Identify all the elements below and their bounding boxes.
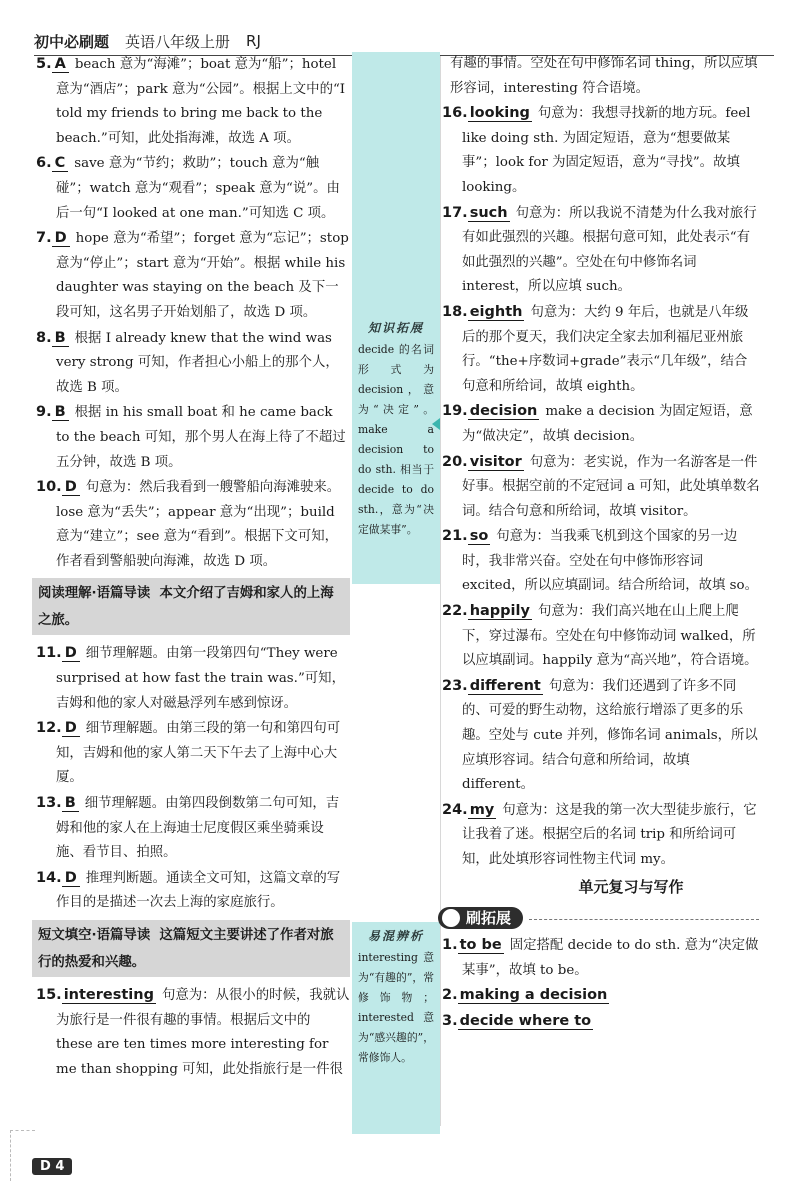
column-divider	[440, 56, 441, 1126]
explanation: 句意为：我们高兴地在山上爬上爬下，穿过瀑布。空处在句中修饰动词 walked，所以应填副词。happily 意为“高兴地”，符合语境。	[462, 604, 758, 669]
note-title: 易混辨析	[367, 929, 424, 943]
answer-key: D	[62, 870, 80, 887]
left-column	[36, 52, 350, 1082]
answer-key: D	[52, 230, 70, 247]
answer-item-22: 22. happily 句意为：我们高兴地在山上爬上爬下，穿过瀑布。空处在句中修饰动词 walked，所以应填副词。happily 意为“高兴地”，符合语境。	[442, 603, 758, 669]
explanation: 句意为：然后我看到一艘警船向海滩驶来。lose 意为“丢失”；appear 意为“出现”；build 意为“建立”；see 意为“看到”。根据下文可知，作者看到警船驶向海滩，故选 D 项。	[56, 480, 341, 569]
explanation: 固定搭配 decide to do sth. 意为“决定做某事”，故填 to be。	[462, 938, 759, 978]
answer-key: happily	[469, 603, 530, 620]
section-title: 单元复习与写作	[578, 877, 684, 896]
answer-key: D	[62, 645, 80, 662]
dashed-rule	[529, 919, 759, 920]
crop-mark	[10, 1130, 35, 1181]
knowledge-note-box	[352, 52, 440, 584]
confusion-note-box	[352, 922, 440, 1134]
book-subject: 英语八年级上册	[125, 32, 231, 51]
answer-key: interesting	[63, 987, 154, 1003]
answer-item-19: 19. decision make a decision 为固定短语，意为“做决定”，故填 decision。	[442, 403, 753, 444]
explanation: 细节理解题。由第四段倒数第二句可知，吉姆和他的家人在上海迪士尼度假区乘坐骑乘设施、看节目、拍照。	[56, 796, 340, 861]
explanation: 句意为：我们还遇到了许多不同的、可爱的野生动物，这给旅行增添了更多的乐趣。空处与 cute 并列，修饰名词 animals，所以应填形容词。结合句意和所给词，故填 different。	[462, 678, 758, 793]
answer-item-15: 15. interesting 句意为：从很小的时候，我就认为旅行是一件很有趣的事情。根据后文中的 these are ten times more interesting for me than shopping 可知，此处指旅行是一件很	[36, 987, 350, 1077]
explanation: 推理判断题。通读全文可知，这篇文章的写作目的是描述一次去上海的家庭旅行。	[56, 870, 341, 911]
extension-item-3: 3. decide where to	[442, 1012, 592, 1029]
banner-title: 阅读理解·语篇导读	[38, 586, 151, 602]
answer-item-18: 18. eighth 句意为：大约 9 年后，也就是八年级后的那个夏天，我们决定全家去加利福尼亚州旅行。“the+序数词+grade”表示“几年级”，结合句意和所给词，故填 eighth。	[442, 303, 749, 394]
answer-key: to be	[459, 937, 502, 954]
answer-key: so	[469, 528, 489, 545]
extension-item-2: 2. making a decision	[442, 987, 608, 1004]
brush-icon	[442, 909, 460, 927]
answer-key: D	[62, 479, 80, 496]
answer-item-17: 17. such 句意为：所以我说不清楚为什么我对旅行有如此强烈的兴趣。根据句意可知，此处表示“有如此强烈的兴趣”。空处在句中修饰名词 interest，所以应填 such。	[442, 204, 757, 295]
answer-item-21: 21. so 句意为：当我乘飞机到这个国家的另一边时，我非常兴奋。空处在句中修饰形容词 excited，所以应填副词。结合所给词，故填 so。	[442, 528, 758, 594]
note-title: 知识拓展	[367, 321, 424, 335]
right-column	[442, 52, 760, 1035]
explanation: 细节理解题。由第一段第四句“They were surprised at how fast the train was.”可知，吉姆和他的家人对磁悬浮列车感到惊讶。	[56, 646, 345, 711]
explanation: 句意为：所以我说不清楚为什么我对旅行有如此强烈的兴趣。根据句意可知，此处表示“有如此强烈的兴趣”。空处在句中修饰名词 interest，所以应填 such。	[462, 205, 757, 295]
brush-extension-badge: 刷拓展	[438, 907, 523, 929]
explanation: 句意为：大约 9 年后，也就是八年级后的那个夏天，我们决定全家去加利福尼亚州旅行。“the+序数词+grade”表示“几年级”，结合句意和所给词，故填 eighth。	[462, 304, 749, 394]
answer-key: B	[52, 404, 69, 421]
answer-key: such	[469, 204, 508, 221]
answer-item-8: 8. B 根据 I already knew that the wind was very strong 可知，作者担心小船上的那个人，故选 B 项。	[36, 329, 339, 395]
answer-item-13: 13. B 细节理解题。由第四段倒数第二句可知，吉姆和他的家人在上海迪士尼度假区乘坐骑乘设施、看节目、拍照。	[36, 795, 340, 861]
answer-item-9: 9. B 根据 in his small boat 和 he came back to the beach 可知，那个男人在海上待了不超过五分钟，故选 B 项。	[36, 404, 346, 470]
book-edition: RJ	[246, 32, 261, 50]
explanation: hope 意为“希望”；forget 意为“忘记”；stop 意为“停止”；start 意为“开始”。根据 while his daughter was staying on the beach 及下一段可知，这名男子开始划船了，故选 D 项。	[56, 231, 349, 320]
answer-item-5: 5. A beach 意为“海滩”；boat 意为“船”；hotel 意为“酒店”；park 意为“公园”。根据上文中的“I told my friends to bring me back to the beach.”可知，此处指海滩，故选 A 项。	[36, 56, 346, 146]
explanation: save 意为“节约；救助”；touch 意为“触碰”；watch 意为“观看”；speak 意为“说”。由后一句“I looked at one man.”可知选 C 项。	[56, 156, 340, 221]
answer-item-10: 10. D 句意为：然后我看到一艘警船向海滩驶来。lose 意为“丢失”；appear 意为“出现”；build 意为“建立”；see 意为“看到”。根据下文可知，作者看到警船驶向海滩，故选 D 项。	[36, 479, 341, 569]
extension-item-1: 1. to be 固定搭配 decide to do sth. 意为“决定做某事”，故填 to be。	[442, 937, 759, 978]
answer-item-24: 24. my 句意为：这是我的第一次大型徒步旅行，它让我着了迷。根据空后的名词 trip 和所给词可知，此处填形容词性物主代词 my。	[442, 801, 757, 867]
banner-title: 短文填空·语篇导读	[38, 928, 151, 943]
answer-key: looking	[469, 105, 530, 122]
answer-key: visitor	[469, 453, 522, 470]
pointer-arrow-icon	[432, 418, 440, 430]
note-text: decide 的名词形式为 decision，意为“决定”。make a decision to do sth. 相当于 decide to do sth.，意为“决定做某事”。	[358, 343, 434, 536]
answer-item-15-continued: 有趣的事情。空处在句中修饰名词 thing，所以应填形容词，interesting 符合语境。	[450, 56, 758, 96]
explanation: 句意为：当我乘飞机到这个国家的另一边时，我非常兴奋。空处在句中修饰形容词 excited，所以应填副词。结合所给词，故填 so。	[462, 529, 758, 594]
answer-item-20: 20. visitor 句意为：老实说，作为一名游客是一件好事。根据空前的不定冠词 a 可知，此处填单数名词。结合句意和所给词，故填 visitor。	[442, 453, 760, 519]
page-header	[34, 28, 774, 54]
explanation: 根据 I already knew that the wind was very strong 可知，作者担心小船上的那个人，故选 B 项。	[56, 330, 339, 395]
explanation: 细节理解题。由第三段的第一句和第四句可知，吉姆和他的家人第二天下午去了上海中心大厦。	[56, 721, 341, 786]
explanation: 句意为：从很小的时候，我就认为旅行是一件很有趣的事情。根据后文中的 these are ten times more interesting for me than shopping 可知，此处指旅行是一件很	[56, 988, 350, 1077]
explanation: 句意为：老实说，作为一名游客是一件好事。根据空前的不定冠词 a 可知，此处填单数名词。结合句意和所给词，故填 visitor。	[462, 454, 760, 519]
answer-key: B	[52, 330, 69, 347]
explanation: make a decision 为固定短语，意为“做决定”，故填 decision。	[462, 404, 753, 444]
answer-item-23: 23. different 句意为：我们还遇到了许多不同的、可爱的野生动物，这给旅行增添了更多的乐趣。空处与 cute 并列，修饰名词 animals，所以应填形容词。结合句意和所给词，故填 different。	[442, 677, 758, 793]
banner-text: 这篇短文主要讲述了作者对旅行的热爱和兴趣。	[38, 927, 334, 970]
brush-extension-header	[442, 903, 760, 933]
reading-guide-banner	[32, 578, 350, 635]
answer-key: C	[52, 155, 69, 172]
answer-item-11: 11. D 细节理解题。由第一段第四句“They were surprised at how fast the train was.”可知，吉姆和他的家人对磁悬浮列车感到惊讶。	[36, 645, 345, 711]
answer-key: decide where to	[459, 1012, 592, 1029]
answer-item-14: 14. D 推理判断题。通读全文可知，这篇文章的写作目的是描述一次去上海的家庭旅行。	[36, 869, 341, 911]
answer-key: decision	[469, 403, 538, 420]
answer-key: making a decision	[459, 987, 608, 1004]
answer-key: different	[469, 677, 541, 694]
answer-key: B	[62, 795, 79, 812]
answer-key: eighth	[469, 303, 523, 320]
explanation: 根据 in his small boat 和 he came back to the beach 可知，那个男人在海上待了不超过五分钟，故选 B 项。	[56, 405, 346, 470]
page-number: D 4	[32, 1158, 72, 1175]
note-text: interesting 意为“有趣的”，常修饰物；interested 意为“感兴趣的”，常修饰人。	[358, 951, 434, 1064]
answer-item-12: 12. D 细节理解题。由第三段的第一句和第四句可知，吉姆和他的家人第二天下午去了上海中心大厦。	[36, 720, 341, 786]
cloze-guide-banner	[32, 920, 350, 977]
answer-item-7: 7. D hope 意为“希望”；forget 意为“忘记”；stop 意为“停止”；start 意为“开始”。根据 while his daughter was staying on the beach 及下一段可知，这名男子开始划船了，故选 D 项。	[36, 230, 349, 320]
explanation: beach 意为“海滩”；boat 意为“船”；hotel 意为“酒店”；park 意为“公园”。根据上文中的“I told my friends to bring me back to the beach.”可知，此处指海滩，故选 A 项。	[56, 57, 346, 146]
explanation: 句意为：这是我的第一次大型徒步旅行，它让我着了迷。根据空后的名词 trip 和所给词可知，此处填形容词性物主代词 my。	[462, 802, 757, 867]
answer-item-6: 6. C save 意为“节约；救助”；touch 意为“触碰”；watch 意为“观看”；speak 意为“说”。由后一句“I looked at one man.”可知选 C 项。	[36, 155, 340, 221]
answer-item-16: 16. looking 句意为：我想寻找新的地方玩。feel like doing sth. 为固定短语，意为“想要做某事”；look for 为固定短语，意为“寻找”。故填 looking。	[442, 105, 751, 195]
banner-text: 本文介绍了吉姆和家人的上海之旅。	[38, 585, 334, 629]
answer-key: my	[469, 801, 495, 818]
answer-key: A	[52, 56, 69, 73]
explanation: 句意为：我想寻找新的地方玩。feel like doing sth. 为固定短语，意为“想要做某事”；look for 为固定短语，意为“寻找”。故填 looking。	[462, 106, 751, 195]
answer-key: D	[62, 720, 80, 737]
book-series: 初中必刷题	[34, 32, 110, 51]
